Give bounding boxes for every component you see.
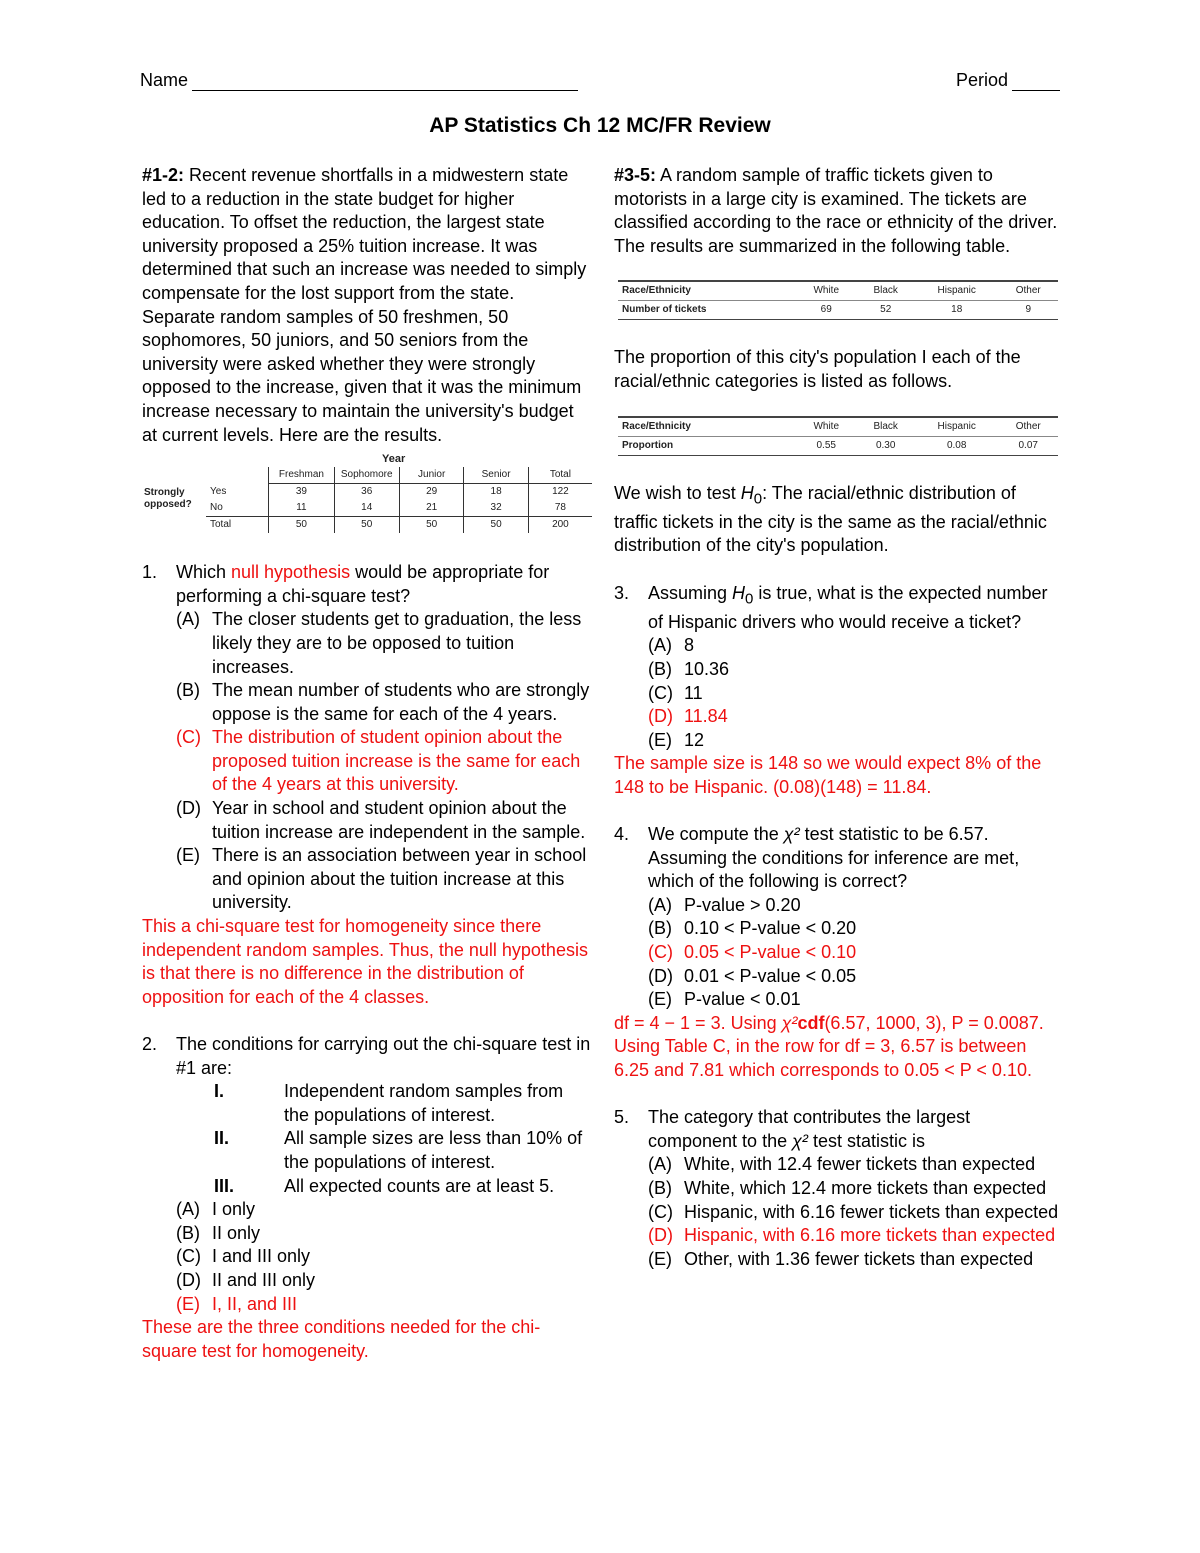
h0-subscript: 0 bbox=[753, 490, 763, 508]
option-label: (D) bbox=[648, 1225, 673, 1246]
condition-label: II. bbox=[214, 1128, 230, 1149]
q1-option-d bbox=[142, 797, 592, 844]
table-col-header: White bbox=[796, 281, 856, 301]
option-label: (C) bbox=[176, 1246, 201, 1267]
table-col-header: White bbox=[796, 417, 856, 437]
table-row bbox=[206, 517, 592, 534]
option-label: (C) bbox=[648, 942, 673, 963]
q4-text-a: We compute the bbox=[648, 824, 784, 845]
table-cell: 29 bbox=[399, 484, 463, 501]
question-number: 5. bbox=[614, 1107, 630, 1128]
table-cell: 50 bbox=[269, 517, 334, 534]
table-col-header: Black bbox=[856, 417, 914, 437]
option-text: 11 bbox=[684, 682, 703, 703]
table-cell: 9 bbox=[998, 301, 1058, 320]
q2-answer-explanation: These are the three conditions needed for the chi-square test for homogeneity. bbox=[142, 1317, 541, 1361]
year-table-side-label: Strongly opposed? bbox=[144, 487, 192, 511]
row-label: Total bbox=[206, 517, 269, 534]
option-label: (A) bbox=[648, 894, 672, 915]
table-cell: 36 bbox=[334, 484, 399, 501]
q5-option-e bbox=[614, 1248, 1064, 1272]
option-label: (D) bbox=[648, 965, 673, 986]
question-4 bbox=[614, 823, 1064, 894]
option-label: (D) bbox=[176, 1269, 201, 1290]
q4-option-e bbox=[614, 988, 1064, 1012]
option-label: (C) bbox=[176, 727, 201, 748]
year-col-header: Freshman bbox=[269, 467, 334, 484]
table-cell: 39 bbox=[269, 484, 334, 501]
option-text: 0.05 < P-value < 0.10 bbox=[684, 942, 857, 963]
table-col-header: Other bbox=[998, 281, 1058, 301]
q5-option-b bbox=[614, 1177, 1064, 1201]
option-text: P-value > 0.20 bbox=[684, 894, 801, 915]
name-blank-line bbox=[192, 90, 578, 91]
left-column bbox=[142, 164, 592, 1363]
option-text: 10.36 bbox=[684, 658, 730, 679]
option-text: Year in school and student opinion about the tuition increase are independent in the sample. bbox=[212, 798, 586, 842]
option-text: White, which 12.4 more tickets than expected bbox=[684, 1177, 1047, 1198]
q3-option-e bbox=[614, 729, 1064, 753]
year-col-header: Senior bbox=[464, 467, 528, 484]
option-text: Hispanic, with 6.16 fewer tickets than expected bbox=[684, 1201, 1059, 1222]
table-cell: 0.55 bbox=[796, 436, 856, 455]
year-col-header: Junior bbox=[399, 467, 463, 484]
option-label: (E) bbox=[176, 1293, 200, 1314]
condition-label: III. bbox=[214, 1175, 235, 1196]
year-table-title: Year bbox=[382, 453, 406, 466]
table-row-label: Race/Ethnicity bbox=[618, 417, 796, 437]
q3-option-d-correct bbox=[614, 705, 1064, 729]
table-col-header: Black bbox=[856, 281, 914, 301]
chi-square-symbol: χ² bbox=[792, 1130, 808, 1151]
chi-square-symbol: χ² bbox=[781, 1012, 798, 1033]
question-1-text bbox=[176, 561, 592, 608]
table-col-header: Other bbox=[998, 417, 1058, 437]
table-row-label: Number of tickets bbox=[618, 301, 796, 320]
q2-option-b bbox=[142, 1222, 592, 1246]
table-row-label: Race/Ethnicity bbox=[618, 281, 796, 301]
condition-text: All expected counts are at least 5. bbox=[284, 1175, 555, 1196]
h0-text-b: : The racial/ethnic distribution of traffic tickets in the city is the same as the racial/ethnic distribution of the city's population. bbox=[614, 482, 1047, 556]
question-2 bbox=[142, 1033, 592, 1080]
tickets-table bbox=[614, 258, 1064, 346]
q2-option-c bbox=[142, 1245, 592, 1269]
question-5 bbox=[614, 1106, 1064, 1153]
condition-label: I. bbox=[214, 1081, 225, 1102]
option-text: Hispanic, with 6.16 more tickets than expected bbox=[684, 1225, 1056, 1246]
year-col-header: Sophomore bbox=[334, 467, 399, 484]
question-3 bbox=[614, 582, 1064, 635]
q1-option-a bbox=[142, 608, 592, 679]
row-label: Yes bbox=[210, 485, 227, 497]
condition-item bbox=[142, 1080, 592, 1127]
question-1 bbox=[142, 561, 592, 608]
q4-answer-b: (6.57, 1000, 3), P = 0.0087. Using Table C, in the row for df = 3, 6.57 is between 6.25 and 7.81 which corresponds to 0.05 < P < 0.10. bbox=[614, 1012, 1044, 1080]
option-text: P-value < 0.01 bbox=[684, 989, 801, 1010]
option-text: II and III only bbox=[212, 1269, 316, 1290]
option-label: (E) bbox=[648, 729, 672, 750]
q1-highlight: null hypothesis bbox=[231, 562, 351, 583]
table-row bbox=[206, 500, 592, 517]
option-label: (B) bbox=[176, 1222, 200, 1243]
name-label: Name bbox=[140, 70, 189, 90]
period-label: Period bbox=[956, 70, 1009, 90]
cdf-label: cdf bbox=[797, 1012, 825, 1033]
option-label: (E) bbox=[648, 989, 672, 1010]
year-col-header: Total bbox=[528, 467, 592, 484]
table-row-label: Proportion bbox=[618, 436, 796, 455]
table-cell: 21 bbox=[399, 500, 463, 517]
q1-answer-explanation: This a chi-square test for homogeneity since there independent random samples. Thus, the null hypothesis is that there is no difference in the distribution of opposition for each of the 4 classes. bbox=[142, 916, 588, 1007]
option-label: (A) bbox=[648, 1154, 672, 1175]
intro-1-2 bbox=[142, 164, 592, 447]
option-text: II only bbox=[212, 1222, 261, 1243]
q1-option-b bbox=[142, 679, 592, 726]
option-text: White, with 12.4 fewer tickets than expected bbox=[684, 1154, 1036, 1175]
proportion-intro: The proportion of this city's population I each of the racial/ethnic categories is listed as follows. bbox=[614, 347, 1021, 391]
condition-item bbox=[142, 1127, 592, 1174]
proportion-table bbox=[614, 394, 1064, 482]
right-column bbox=[614, 164, 1064, 1271]
option-text: I only bbox=[212, 1199, 256, 1220]
table-cell: 0.30 bbox=[856, 436, 914, 455]
option-label: (B) bbox=[648, 1177, 672, 1198]
option-label: (D) bbox=[648, 706, 673, 727]
option-text: 8 bbox=[684, 635, 695, 656]
question-5-text bbox=[648, 1106, 1064, 1153]
q5-option-c bbox=[614, 1201, 1064, 1225]
option-label: (D) bbox=[176, 798, 201, 819]
question-number: 2. bbox=[142, 1034, 158, 1054]
option-text: 12 bbox=[684, 729, 705, 750]
q4-answer-explanation bbox=[614, 1012, 1064, 1083]
q4-option-a bbox=[614, 894, 1064, 918]
h0-subscript: 0 bbox=[745, 590, 754, 608]
question-4-text bbox=[648, 823, 1064, 894]
q4-option-c-correct bbox=[614, 941, 1064, 965]
question-number: 1. bbox=[142, 562, 158, 583]
table-cell: 18 bbox=[464, 484, 528, 501]
header-row bbox=[140, 70, 1060, 98]
q5-text-b: test statistic is bbox=[807, 1130, 925, 1151]
option-text: 0.10 < P-value < 0.20 bbox=[684, 918, 857, 939]
q5-option-d-correct bbox=[614, 1224, 1064, 1248]
question-number: 3. bbox=[614, 582, 630, 603]
q4-option-b bbox=[614, 917, 1064, 941]
table-cell: 11 bbox=[269, 500, 334, 517]
option-text: Other, with 1.36 fewer tickets than expected bbox=[684, 1248, 1034, 1269]
table-cell: 0.08 bbox=[915, 436, 999, 455]
option-text: The mean number of students who are strongly oppose is the same for each of the 4 years. bbox=[212, 680, 590, 724]
table-cell: 50 bbox=[334, 517, 399, 534]
q3-option-a bbox=[614, 634, 1064, 658]
condition-text: All sample sizes are less than 10% of the populations of interest. bbox=[284, 1128, 583, 1172]
q3-text-b: is true, what is the expected number of Hispanic drivers who would receive a ticket? bbox=[648, 582, 1048, 632]
table-cell: 0.07 bbox=[998, 436, 1058, 455]
q4-text-b: test statistic to be 6.57. Assuming the conditions for inference are met, which of the following is correct? bbox=[648, 824, 1020, 892]
q4-answer-a: df = 4 − 1 = 3. Using bbox=[614, 1012, 782, 1033]
q2-option-a bbox=[142, 1198, 592, 1222]
page-title: AP Statistics Ch 12 MC/FR Review bbox=[429, 114, 771, 137]
table-cell: 78 bbox=[528, 500, 592, 517]
question-2-text: The conditions for carrying out the chi-square test in #1 are: bbox=[176, 1034, 591, 1078]
question-number: 4. bbox=[614, 824, 630, 845]
q4-option-d bbox=[614, 965, 1064, 989]
year-table bbox=[142, 449, 592, 561]
q3-text-a: Assuming bbox=[648, 582, 733, 603]
table-cell: 14 bbox=[334, 500, 399, 517]
option-label: (B) bbox=[176, 680, 200, 701]
q2-option-d bbox=[142, 1269, 592, 1293]
intro-3-5 bbox=[614, 164, 1064, 258]
q3-answer-explanation: The sample size is 148 so we would expect 8% of the 148 to be Hispanic. (0.08)(148) = 11.84. bbox=[614, 753, 1042, 797]
condition-text: Independent random samples from the populations of interest. bbox=[284, 1081, 564, 1125]
option-text: 11.84 bbox=[684, 706, 728, 727]
option-text: The closer students get to graduation, the less likely they are to be opposed to tuition increases. bbox=[212, 609, 582, 677]
table-cell: 52 bbox=[856, 301, 914, 320]
table-cell: 122 bbox=[528, 484, 592, 501]
table-cell: 18 bbox=[915, 301, 999, 320]
option-label: (E) bbox=[176, 845, 200, 866]
h0-text-a: We wish to test bbox=[614, 482, 741, 503]
table-col-header: Hispanic bbox=[915, 281, 999, 301]
intro-3-5-label: #3-5: bbox=[614, 165, 657, 185]
table-cell: 50 bbox=[464, 517, 528, 534]
option-label: (A) bbox=[176, 609, 200, 630]
table-cell: 69 bbox=[796, 301, 856, 320]
q1-text-a: Which bbox=[176, 562, 232, 583]
option-text: I, II, and III bbox=[212, 1293, 298, 1314]
option-label: (A) bbox=[648, 635, 672, 656]
table-cell: 50 bbox=[399, 517, 463, 534]
q5-text-a: The category that contributes the largest component to the bbox=[648, 1107, 971, 1151]
h0-symbol: H bbox=[732, 582, 746, 603]
q1-option-e bbox=[142, 844, 592, 915]
q1-option-c-correct bbox=[142, 726, 592, 797]
option-text: There is an association between year in school and opinion about the tuition increase at this university. bbox=[212, 845, 587, 913]
q2-option-e-correct bbox=[142, 1293, 592, 1317]
table-col-header: Hispanic bbox=[915, 417, 999, 437]
null-hypothesis bbox=[614, 482, 1064, 558]
row-label: No bbox=[210, 502, 223, 514]
q3-option-c bbox=[614, 682, 1064, 706]
option-text: I and III only bbox=[212, 1246, 311, 1267]
table-cell: 32 bbox=[464, 500, 528, 517]
intro-1-2-text: Recent revenue shortfalls in a midwestern state led to a reduction in the state budget for higher education. To offset the reduction, the largest state university proposed a 25% tuition increase. It was determined that such an increase was needed to simply compensate for the lost support from the state. Separate random samples of 50 freshmen, 50 sophomores, 50 juniors, and 50 seniors from the university were asked whether they were strongly opposed to the increase, given that it was the minimum increase necessary to maintain the university's budget at current levels. Here are the results. bbox=[142, 165, 587, 445]
table-cell: 200 bbox=[528, 517, 592, 534]
q5-option-a bbox=[614, 1153, 1064, 1177]
intro-3-5-text: A random sample of traffic tickets given to motorists in a large city is examined. The tickets are classified according to the race or ethnicity of the driver. The results are summarized in the following table. bbox=[614, 165, 1058, 256]
option-label: (A) bbox=[176, 1199, 200, 1220]
option-text: 0.01 < P-value < 0.05 bbox=[684, 965, 857, 986]
option-label: (C) bbox=[648, 1201, 673, 1222]
q3-option-b bbox=[614, 658, 1064, 682]
option-label: (B) bbox=[648, 918, 672, 939]
period-blank-line bbox=[1012, 90, 1060, 91]
table-row bbox=[206, 484, 592, 501]
q1-text-b: would be appropriate for performing a chi-square test? bbox=[176, 562, 550, 606]
question-3-text bbox=[648, 582, 1064, 635]
chi-square-symbol: χ² bbox=[783, 824, 800, 845]
h0-symbol: H bbox=[740, 482, 754, 503]
option-label: (E) bbox=[648, 1248, 672, 1269]
intro-1-2-label: #1-2: bbox=[142, 165, 185, 185]
condition-item bbox=[142, 1175, 592, 1199]
option-label: (B) bbox=[648, 658, 672, 679]
option-text: The distribution of student opinion about the proposed tuition increase is the same for each of the 4 years at this university. bbox=[212, 727, 581, 795]
option-label: (C) bbox=[648, 682, 673, 703]
